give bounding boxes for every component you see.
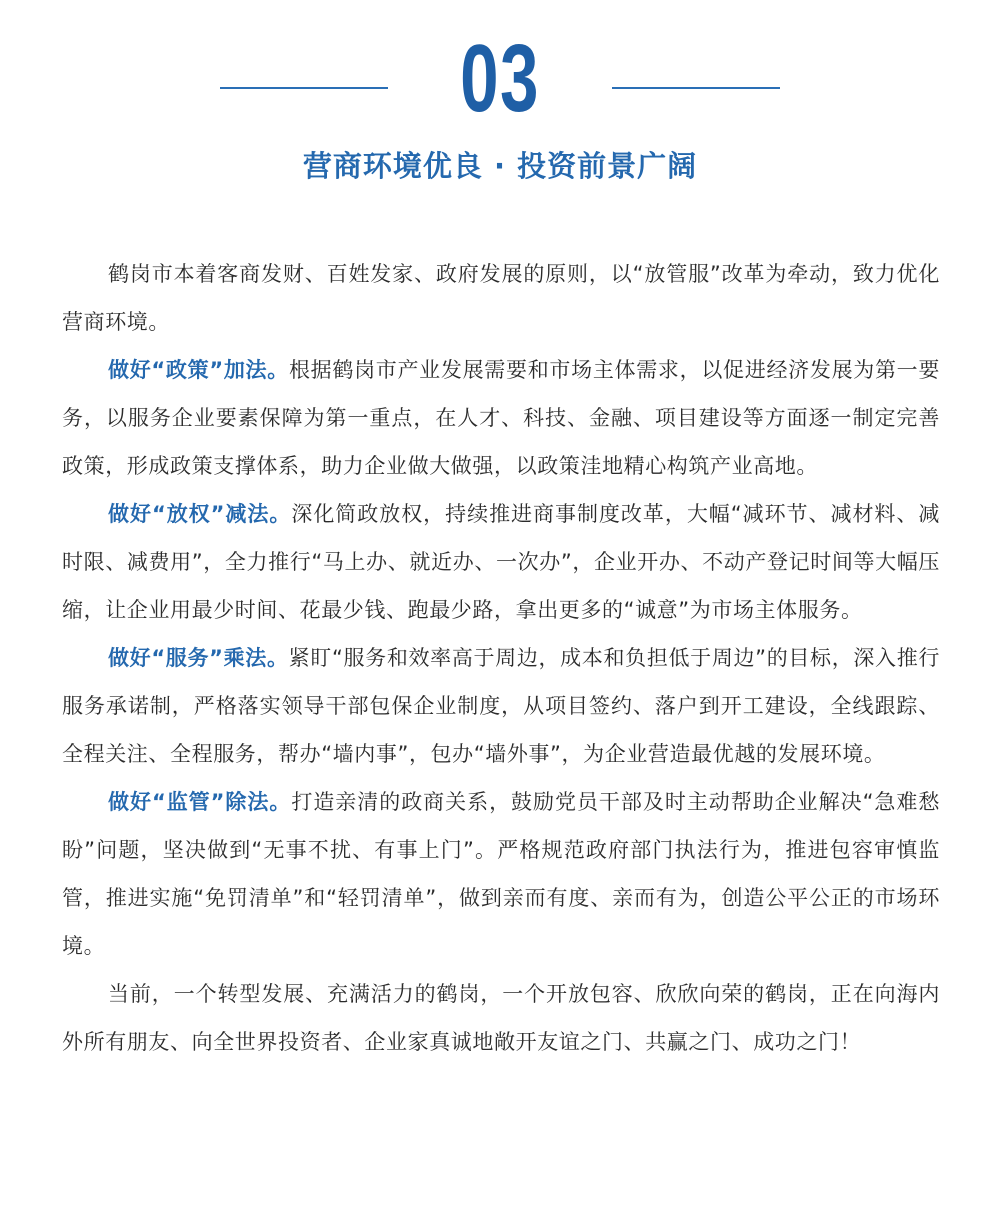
paragraph-text: 根据鹤岗市产业发展需要和市场主体需求，以促进经济发展为第一要务，以服务企业要素保障为第一重点，在人才、科技、金融、项目建设等方面逐一制定完善政策，形成政策支撑体系，助力企业做大做强，以政策洼地精心构筑产业高地。	[62, 358, 940, 478]
article-body	[62, 250, 940, 1066]
paragraph-lead: 做好“放权”减法。	[108, 502, 292, 526]
paragraph-service	[62, 634, 940, 778]
paragraph-text: 紧盯“服务和效率高于周边，成本和负担低于周边”的目标，深入推行服务承诺制，严格落实领导干部包保企业制度，从项目签约、落户到开工建设，全线跟踪、全程关注、全程服务，帮办“墙内事”，包办“墙外事”，为企业营造最优越的发展环境。	[62, 646, 940, 766]
paragraph-intro	[62, 250, 940, 346]
section-title: 营商环境优良 · 投资前景广阔	[302, 149, 698, 183]
paragraph-text: 打造亲清的政商关系，鼓励党员干部及时主动帮助企业解决“急难愁盼”问题，坚决做到“无事不扰、有事上门”。严格规范政府部门执法行为，推进包容审慎监管，推进实施“免罚清单”和“轻罚清单”，做到亲而有度、亲而有为，创造公平公正的市场环境。	[62, 790, 940, 958]
paragraph-delegation	[62, 490, 940, 634]
paragraph-policy	[62, 346, 940, 490]
paragraph-lead: 做好“服务”乘法。	[108, 646, 289, 670]
paragraph-text: 当前，一个转型发展、充满活力的鹤岗，一个开放包容、欣欣向荣的鹤岗，正在向海内外所有朋友、向全世界投资者、企业家真诚地敞开友谊之门、共赢之门、成功之门！	[62, 982, 940, 1054]
paragraph-text: 深化简政放权，持续推进商事制度改革，大幅“减环节、减材料、减时限、减费用”，全力推行“马上办、就近办、一次办”，企业开办、不动产登记时间等大幅压缩，让企业用最少时间、花最少钱、跑最少路，拿出更多的“诚意”为市场主体服务。	[62, 502, 940, 622]
right-divider-line	[612, 87, 780, 89]
paragraph-lead: 做好“监管”除法。	[108, 790, 292, 814]
section-number: 03	[460, 25, 540, 132]
paragraph-conclusion	[62, 970, 940, 1066]
paragraph-text: 鹤岗市本着客商发财、百姓发家、政府发展的原则，以“放管服”改革为牵动，致力优化营商环境。	[62, 262, 940, 334]
paragraph-supervision	[62, 778, 940, 970]
section-header	[0, 0, 1000, 200]
paragraph-lead: 做好“政策”加法。	[108, 358, 289, 382]
